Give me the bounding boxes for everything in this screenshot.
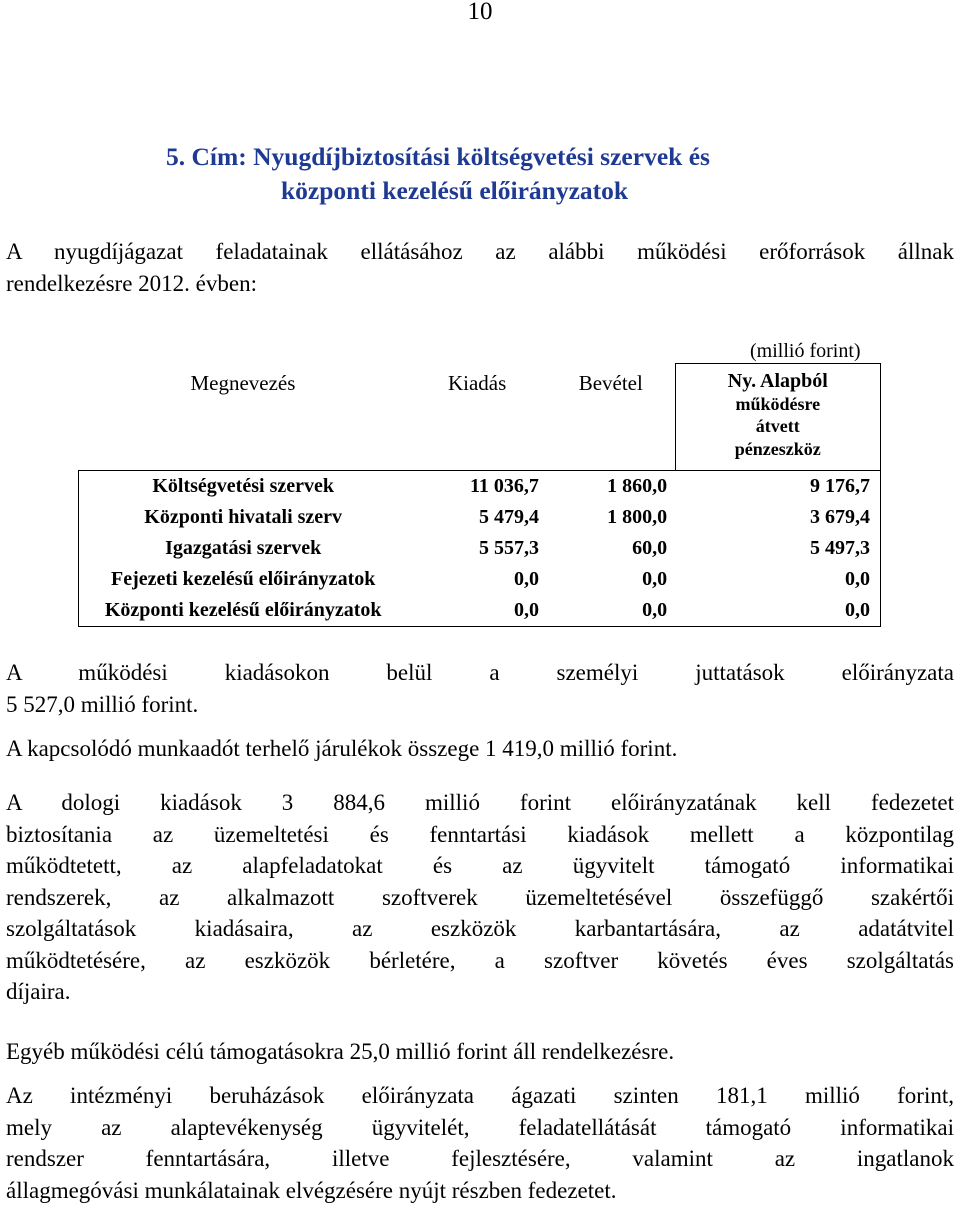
row-name: Központi hivatali szerv bbox=[79, 502, 408, 533]
row-ny: 0,0 bbox=[675, 564, 880, 595]
row-ny: 5 497,3 bbox=[675, 533, 880, 564]
table-header-row bbox=[79, 364, 881, 471]
page-number: 10 bbox=[467, 0, 493, 25]
header-ny-line-4: pénzeszköz bbox=[734, 438, 821, 459]
table-row bbox=[79, 471, 881, 503]
paragraph-material-line: működtetésére, az eszközök bérletére, a szoftver követés éves szolgáltatás bbox=[6, 947, 954, 973]
paragraph-investments bbox=[6, 1080, 954, 1206]
paragraph-material-line: A dologi kiadások 3 884,6 millió forint előirányzatának kell fedezetet bbox=[6, 790, 954, 815]
paragraph-investments-line: mely az alaptevékenység ügyvitelét, feladatellátását támogató informatikai bbox=[6, 1114, 954, 1140]
header-bevetel: Bevétel bbox=[547, 364, 675, 471]
header-ny-line-1: Ny. Alapból bbox=[727, 370, 828, 392]
intro-line-1: A nyugdíjágazat feladatainak ellátásához az alábbi működési erőforrások állnak bbox=[6, 239, 954, 264]
row-bevetel: 60,0 bbox=[632, 537, 668, 559]
row-ny: 3 679,4 bbox=[675, 502, 880, 533]
header-ny-alap bbox=[675, 364, 880, 471]
paragraph-contributions-line: A kapcsolódó munkaadót terhelő járulékok összege 1 419,0 millió forint. bbox=[6, 736, 678, 761]
header-name: Megnevezés bbox=[79, 364, 408, 471]
row-bevetel: 0,0 bbox=[642, 568, 668, 590]
paragraph-personnel-line-2: 5 527,0 millió forint. bbox=[6, 691, 199, 717]
paragraph-material-expenses bbox=[6, 787, 954, 1008]
row-kiadas: 0,0 bbox=[513, 568, 539, 590]
row-ny: 9 176,7 bbox=[675, 471, 880, 503]
paragraph-material-line: biztosítania az üzemeltetési és fenntartási kiadások mellett a központilag bbox=[6, 821, 954, 847]
paragraph-investments-line: rendszer fenntartására, illetve fejlesztésére, valamint az ingatlanok bbox=[6, 1146, 954, 1171]
header-ny-line-2: működésre bbox=[735, 393, 821, 414]
paragraph-contributions bbox=[6, 733, 954, 765]
header-kiadas: Kiadás bbox=[407, 364, 547, 471]
row-kiadas: 11 036,7 bbox=[470, 475, 539, 497]
paragraph-personnel bbox=[6, 657, 954, 720]
paragraph-material-line: díjaira. bbox=[6, 979, 71, 1004]
row-ny: 0,0 bbox=[675, 595, 880, 627]
paragraph-other-support-line: Egyéb működési célú támogatásokra 25,0 millió forint áll rendelkezésre. bbox=[6, 1039, 675, 1064]
row-bevetel: 1 860,0 bbox=[607, 475, 668, 497]
table-row bbox=[79, 533, 881, 564]
row-kiadas: 5 557,3 bbox=[478, 537, 539, 559]
section-title-line-1: 5. Cím: Nyugdíjbiztosítási költségvetési szervek és bbox=[166, 142, 710, 171]
row-kiadas: 0,0 bbox=[407, 595, 547, 627]
row-name: Költségvetési szervek bbox=[79, 471, 408, 503]
header-ny-line-3: átvett bbox=[755, 416, 800, 436]
intro-line-2: rendelkezésre 2012. évben: bbox=[6, 270, 257, 296]
paragraph-material-line: szolgáltatások kiadásaira, az eszközök karbantartására, az adatátvitel bbox=[6, 916, 954, 941]
paragraph-investments-line: Az intézményi beruházások előirányzata ágazati szinten 181,1 millió forint, bbox=[6, 1083, 954, 1108]
row-bevetel: 1 800,0 bbox=[607, 506, 668, 528]
table-row bbox=[79, 564, 881, 595]
paragraph-other-support bbox=[6, 1036, 954, 1068]
paragraph-personnel-line-1: A működési kiadásokon belül a személyi juttatások előirányzata bbox=[6, 660, 954, 685]
budget-table bbox=[78, 363, 881, 627]
unit-note: (millió forint) bbox=[750, 340, 861, 362]
row-kiadas: 5 479,4 bbox=[478, 506, 539, 528]
paragraph-material-line: rendszerek, az alkalmazott szoftverek üzemeltetésével összefüggő szakértői bbox=[6, 884, 954, 910]
table-row bbox=[79, 502, 881, 533]
paragraph-material-line: működtetett, az alapfeladatokat és az ügyvitelt támogató informatikai bbox=[6, 853, 954, 878]
paragraph-investments-line: állagmegóvási munkálatainak elvégzésére nyújt részben fedezetet. bbox=[6, 1177, 617, 1203]
section-title bbox=[166, 140, 710, 208]
section-title-line-2: központi kezelésű előirányzatok bbox=[281, 176, 629, 205]
table-row bbox=[79, 595, 881, 627]
row-name: Fejezeti kezelésű előirányzatok bbox=[79, 564, 408, 595]
row-name: Igazgatási szervek bbox=[79, 533, 408, 564]
row-name: Központi kezelésű előirányzatok bbox=[79, 595, 408, 627]
intro-paragraph bbox=[6, 236, 954, 299]
row-bevetel: 0,0 bbox=[547, 595, 675, 627]
